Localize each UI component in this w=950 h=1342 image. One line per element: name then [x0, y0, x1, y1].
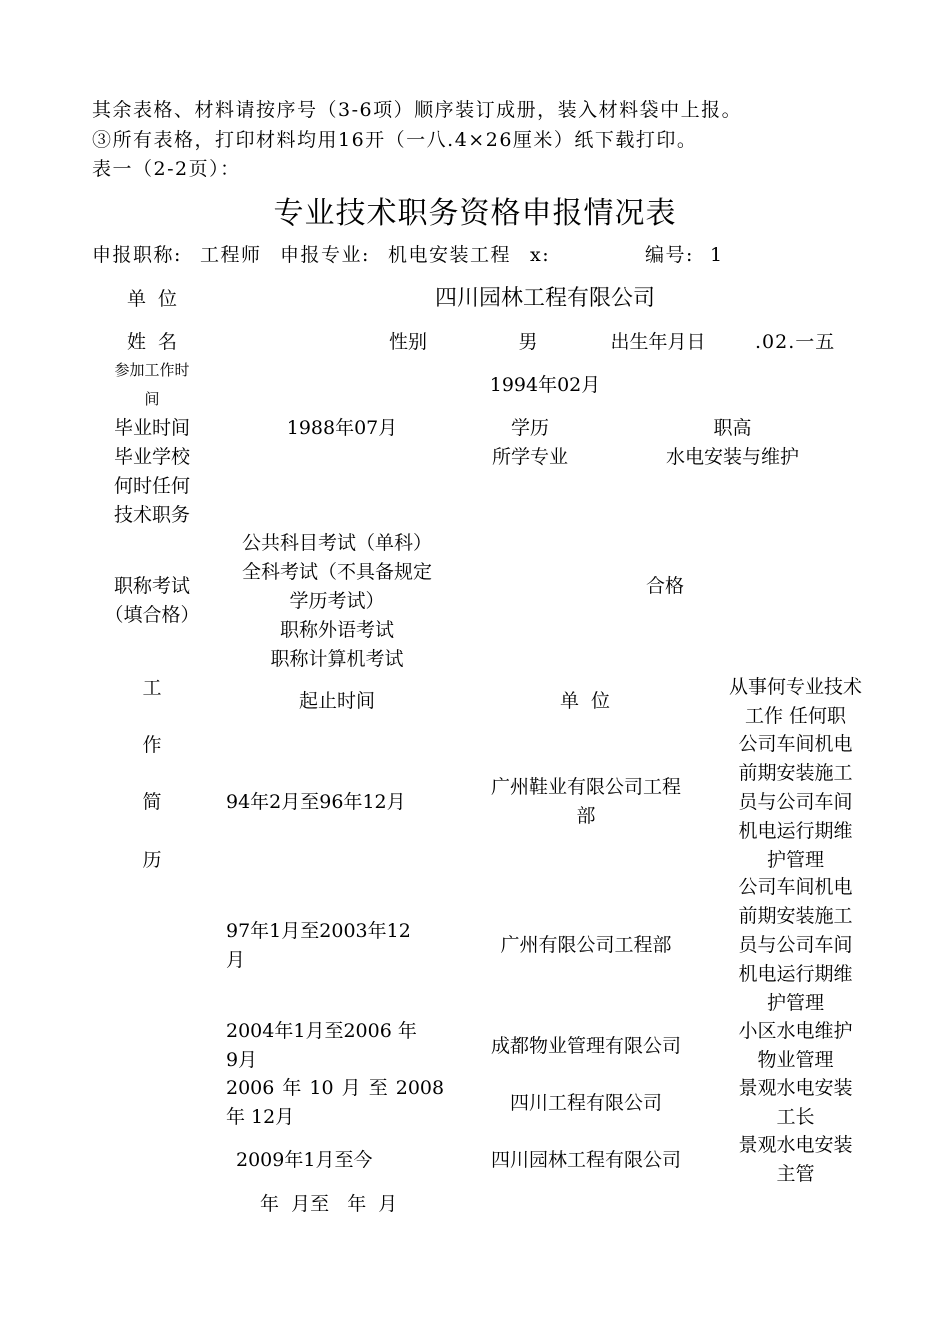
resume-side-label-2: 作 [142, 734, 162, 756]
resume-row-5-period-line-1: 2009年1月至今 [236, 1149, 373, 1171]
resume-row-4-role-line-1: 景观水电安装 [738, 1077, 853, 1099]
exam-label-2: （填合格） [104, 604, 200, 626]
note-line-3: 表一（2-2页）： [92, 158, 241, 180]
resume-row-1-role-line-3: 员与公司车间 [738, 791, 853, 813]
header-number-label: 编号: [645, 244, 694, 266]
resume-row-3-period-line-1: 2004年1月至2006 年 [226, 1020, 417, 1042]
resume-side-label-3: 简 [142, 791, 162, 813]
unit-value: 四川园林工程有限公司 [434, 286, 655, 311]
resume-row-4-period-line-1: 2006 年 10 月 至 2008 [226, 1077, 445, 1099]
resume-row-2-period [226, 917, 448, 975]
resume-row-1-unit-line-1: 广州鞋业有限公司工程 [490, 776, 681, 798]
exam-item-computer: 职称计算机考试 [270, 648, 404, 670]
resume-row-3-period-line-2: 9月 [226, 1049, 258, 1071]
resume-row-5-role [718, 1131, 873, 1189]
resume-side-label-4: 历 [142, 849, 162, 871]
resume-row-5-unit-line-1: 四川园林工程有限公司 [490, 1149, 681, 1171]
resume-row-1-period-line-1: 94年2月至96年12月 [226, 791, 406, 813]
resume-row-3-role-line-2: 物业管理 [757, 1049, 834, 1071]
resume-row-1-role [718, 730, 873, 875]
work-start-label-2: 间 [144, 390, 160, 408]
school-label: 毕业学校 [113, 446, 190, 468]
gender-value: 男 [518, 331, 538, 353]
grad-time-value: 1988年07月 [286, 417, 398, 439]
resume-row-1-period [226, 788, 448, 817]
resume-row-5-unit [466, 1146, 706, 1175]
header-title-value: 工程师 [200, 244, 262, 266]
resume-row-4-role [718, 1074, 873, 1132]
resume-row-4-unit-line-1: 四川工程有限公司 [509, 1092, 662, 1114]
resume-row-1-unit-line-2: 部 [576, 805, 596, 827]
birth-value: .02.一五 [755, 331, 836, 353]
resume-row-2-role-line-1: 公司车间机电 [738, 876, 853, 898]
resume-row-3-unit [466, 1032, 706, 1061]
education-label: 学历 [510, 417, 549, 439]
birth-label: 出生年月日 [610, 331, 706, 353]
gender-label: 性别 [388, 331, 427, 353]
resume-row-3-period [226, 1017, 448, 1075]
work-start-label-1: 参加工作时 [114, 361, 190, 379]
resume-row-3-unit-line-1: 成都物业管理有限公司 [490, 1035, 681, 1057]
resume-row-4-unit [466, 1089, 706, 1118]
exam-item-foreign-language: 职称外语考试 [279, 619, 394, 641]
major-studied-label: 所学专业 [491, 446, 568, 468]
resume-row-1-unit [466, 773, 706, 831]
exam-label-1: 职称考试 [113, 575, 190, 597]
unit-label: 单 位 [126, 288, 178, 310]
major-studied-value: 水电安装与维护 [665, 446, 799, 468]
resume-row-4-role-line-2: 工长 [776, 1106, 815, 1128]
header-major-value: 机电安装工程 [388, 244, 512, 266]
exam-result: 合格 [645, 575, 684, 597]
resume-row-1-role-line-4: 机电运行期维 [738, 820, 853, 842]
resume-row-4-period [226, 1074, 448, 1132]
resume-row-4-period-line-2: 年 12月 [226, 1106, 295, 1128]
education-value: 职高 [713, 417, 752, 439]
resume-row-3-role [718, 1017, 873, 1075]
position-label-2: 技术职务 [113, 504, 190, 526]
grad-time-label: 毕业时间 [113, 417, 190, 439]
header-number-value: 1 [710, 244, 724, 266]
resume-row-1-role-line-2: 前期安装施工 [738, 762, 853, 784]
exam-item-full-2: 学历考试） [289, 590, 385, 612]
resume-row-2-role-line-5: 护管理 [766, 992, 824, 1014]
resume-row-2-role [718, 873, 873, 1018]
header-title-label: 申报职称: [92, 244, 182, 266]
resume-row-2-role-line-2: 前期安装施工 [738, 905, 853, 927]
header-major-label: 申报专业: [280, 244, 370, 266]
resume-row-2-unit-line-1: 广州有限公司工程部 [500, 934, 672, 956]
note-line-1: 其余表格、材料请按序号（3-6项）顺序装订成册，装入材料袋中上报。 [92, 99, 743, 121]
exam-item-public: 公共科目考试（单科） [241, 532, 432, 554]
resume-blank-row-period: 年 月至 年 月 [260, 1193, 398, 1215]
resume-row-2-unit [466, 931, 706, 960]
note-line-2: ③所有表格，打印材料均用16开（一八.4×26厘米）纸下载打印。 [92, 129, 698, 151]
resume-row-2-period-line-2: 月 [226, 949, 246, 971]
name-label: 姓 名 [126, 331, 178, 353]
resume-row-2-period-line-1: 97年1月至2003年12 [226, 920, 411, 942]
resume-col-role-2: 工作 任何职 [744, 705, 847, 727]
resume-col-unit: 单 位 [559, 690, 611, 712]
work-start-value: 1994年02月 [489, 374, 601, 396]
resume-row-5-role-line-2: 主管 [776, 1163, 815, 1185]
resume-side-label-1: 工 [142, 677, 162, 699]
resume-row-5-period [236, 1146, 458, 1175]
header-x-label: x: [530, 244, 551, 266]
resume-col-role-1: 从事何专业技术 [728, 676, 862, 698]
page-title: 专业技术职务资格申报情况表 [273, 196, 677, 231]
resume-row-3-role-line-1: 小区水电维护 [738, 1020, 853, 1042]
resume-col-period: 起止时间 [298, 690, 375, 712]
resume-row-1-role-line-1: 公司车间机电 [738, 733, 853, 755]
exam-item-full-1: 全科考试（不具备规定 [241, 561, 432, 583]
resume-row-2-role-line-3: 员与公司车间 [738, 934, 853, 956]
position-label-1: 何时任何 [113, 475, 190, 497]
resume-row-1-role-line-5: 护管理 [766, 849, 824, 871]
resume-row-2-role-line-4: 机电运行期维 [738, 963, 853, 985]
resume-row-5-role-line-1: 景观水电安装 [738, 1134, 853, 1156]
